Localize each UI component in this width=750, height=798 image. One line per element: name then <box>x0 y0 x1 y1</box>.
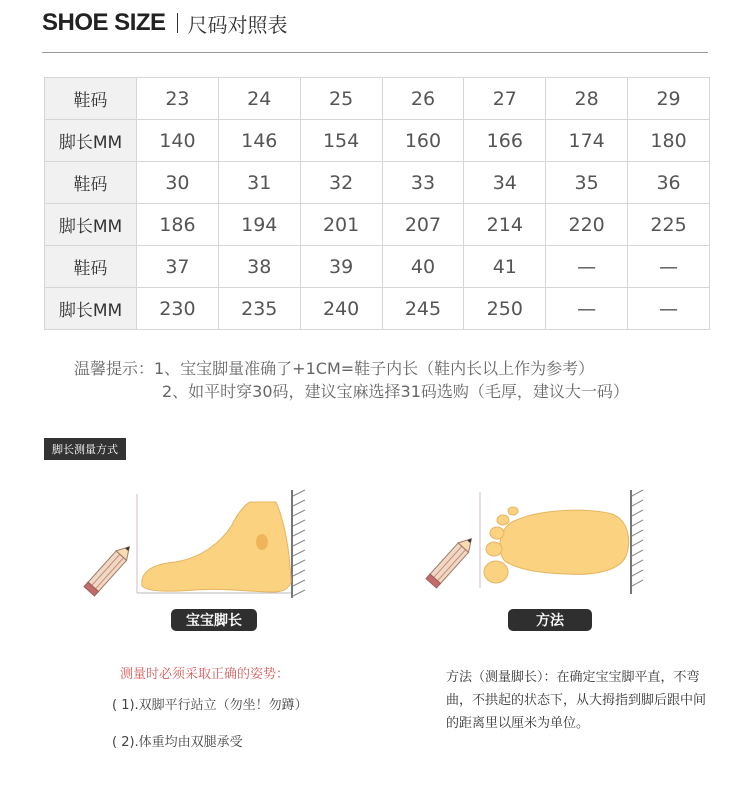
table-cell: — <box>628 246 710 288</box>
table-cell: 230 <box>137 288 219 330</box>
toe-4 <box>497 515 509 525</box>
table-cell: 220 <box>546 204 628 246</box>
toe-3 <box>490 527 504 539</box>
method-label: 方法 <box>508 609 592 631</box>
table-cell: 235 <box>218 288 300 330</box>
top-foot <box>500 510 629 574</box>
table-cell: 207 <box>382 204 464 246</box>
table-cell: 194 <box>218 204 300 246</box>
table-row <box>45 246 710 288</box>
table-cell: 160 <box>382 120 464 162</box>
table-cell: — <box>546 246 628 288</box>
measure-illustration <box>0 470 750 610</box>
big-toe <box>484 561 508 583</box>
side-foot-figure <box>84 490 305 598</box>
table-cell: 186 <box>137 204 219 246</box>
table-cell: 34 <box>464 162 546 204</box>
table-cell: 39 <box>300 246 382 288</box>
table-cell: 214 <box>464 204 546 246</box>
table-cell: 250 <box>464 288 546 330</box>
table-cell: 154 <box>300 120 382 162</box>
row-header: 鞋码 <box>45 162 137 204</box>
method-text: 方法（测量脚长）：在确定宝宝脚平直，不弯曲，不拱起的状态下，从大拇指到脚后跟中间的距离里以厘米为单位。 <box>446 670 707 731</box>
table-cell: — <box>546 288 628 330</box>
table-cell: 245 <box>382 288 464 330</box>
row-header: 鞋码 <box>45 78 137 120</box>
table-cell: 23 <box>137 78 219 120</box>
tips <box>74 357 629 403</box>
table-cell: 31 <box>218 162 300 204</box>
tip-line-1: 温馨提示：1、宝宝脚量准确了+1CM=鞋子内长（鞋内长以上作为参考） <box>74 359 595 378</box>
page-title: 尺码对照表 <box>187 12 288 37</box>
row-header: 鞋码 <box>45 246 137 288</box>
table-cell: 40 <box>382 246 464 288</box>
posture-rule-1: ( 1).双脚平行站立（勿坐！勿蹲） <box>112 698 308 713</box>
table-row <box>45 120 710 162</box>
pencil-icon <box>84 542 135 596</box>
table-cell: 32 <box>300 162 382 204</box>
row-header: 脚长MM <box>45 120 137 162</box>
header <box>42 8 288 38</box>
table-row <box>45 78 710 120</box>
header-divider <box>177 13 178 33</box>
table-cell: 25 <box>300 78 382 120</box>
table-cell: 26 <box>382 78 464 120</box>
side-foot <box>142 502 291 592</box>
table-cell: 174 <box>546 120 628 162</box>
table-cell: 24 <box>218 78 300 120</box>
size-table <box>44 77 710 330</box>
table-cell: 140 <box>137 120 219 162</box>
brand-title: SHOE SIZE <box>42 9 166 36</box>
posture-rule-2: ( 2).体重均由双腿承受 <box>112 735 243 750</box>
table-cell: 180 <box>628 120 710 162</box>
posture-warning: 测量时必须采取正确的姿势： <box>120 667 290 682</box>
toe-5 <box>508 507 518 515</box>
table-cell: 225 <box>628 204 710 246</box>
table-cell: 28 <box>546 78 628 120</box>
pencil-icon <box>426 534 477 588</box>
table-cell: 37 <box>137 246 219 288</box>
table-cell: 33 <box>382 162 464 204</box>
toe-2 <box>486 542 502 556</box>
table-cell: 166 <box>464 120 546 162</box>
table-cell: 41 <box>464 246 546 288</box>
measure-badge: 脚长测量方式 <box>44 438 126 460</box>
table-cell: 201 <box>300 204 382 246</box>
header-rule <box>42 52 708 53</box>
table-row <box>45 162 710 204</box>
row-header: 脚长MM <box>45 288 137 330</box>
table-cell: 38 <box>218 246 300 288</box>
table-cell: 146 <box>218 120 300 162</box>
row-header: 脚长MM <box>45 204 137 246</box>
table-cell: 27 <box>464 78 546 120</box>
table-cell: 240 <box>300 288 382 330</box>
table-row <box>45 288 710 330</box>
table-cell: 35 <box>546 162 628 204</box>
top-foot-figure <box>426 490 643 594</box>
table-cell: 29 <box>628 78 710 120</box>
table-row <box>45 204 710 246</box>
ankle-bone <box>256 534 268 550</box>
table-cell: 30 <box>137 162 219 204</box>
table-cell: — <box>628 288 710 330</box>
tip-line-2: 2、如平时穿30码，建议宝麻选择31码选购（毛厚，建议大一码） <box>162 382 629 401</box>
table-cell: 36 <box>628 162 710 204</box>
baby-foot-length-label: 宝宝脚长 <box>171 609 257 631</box>
